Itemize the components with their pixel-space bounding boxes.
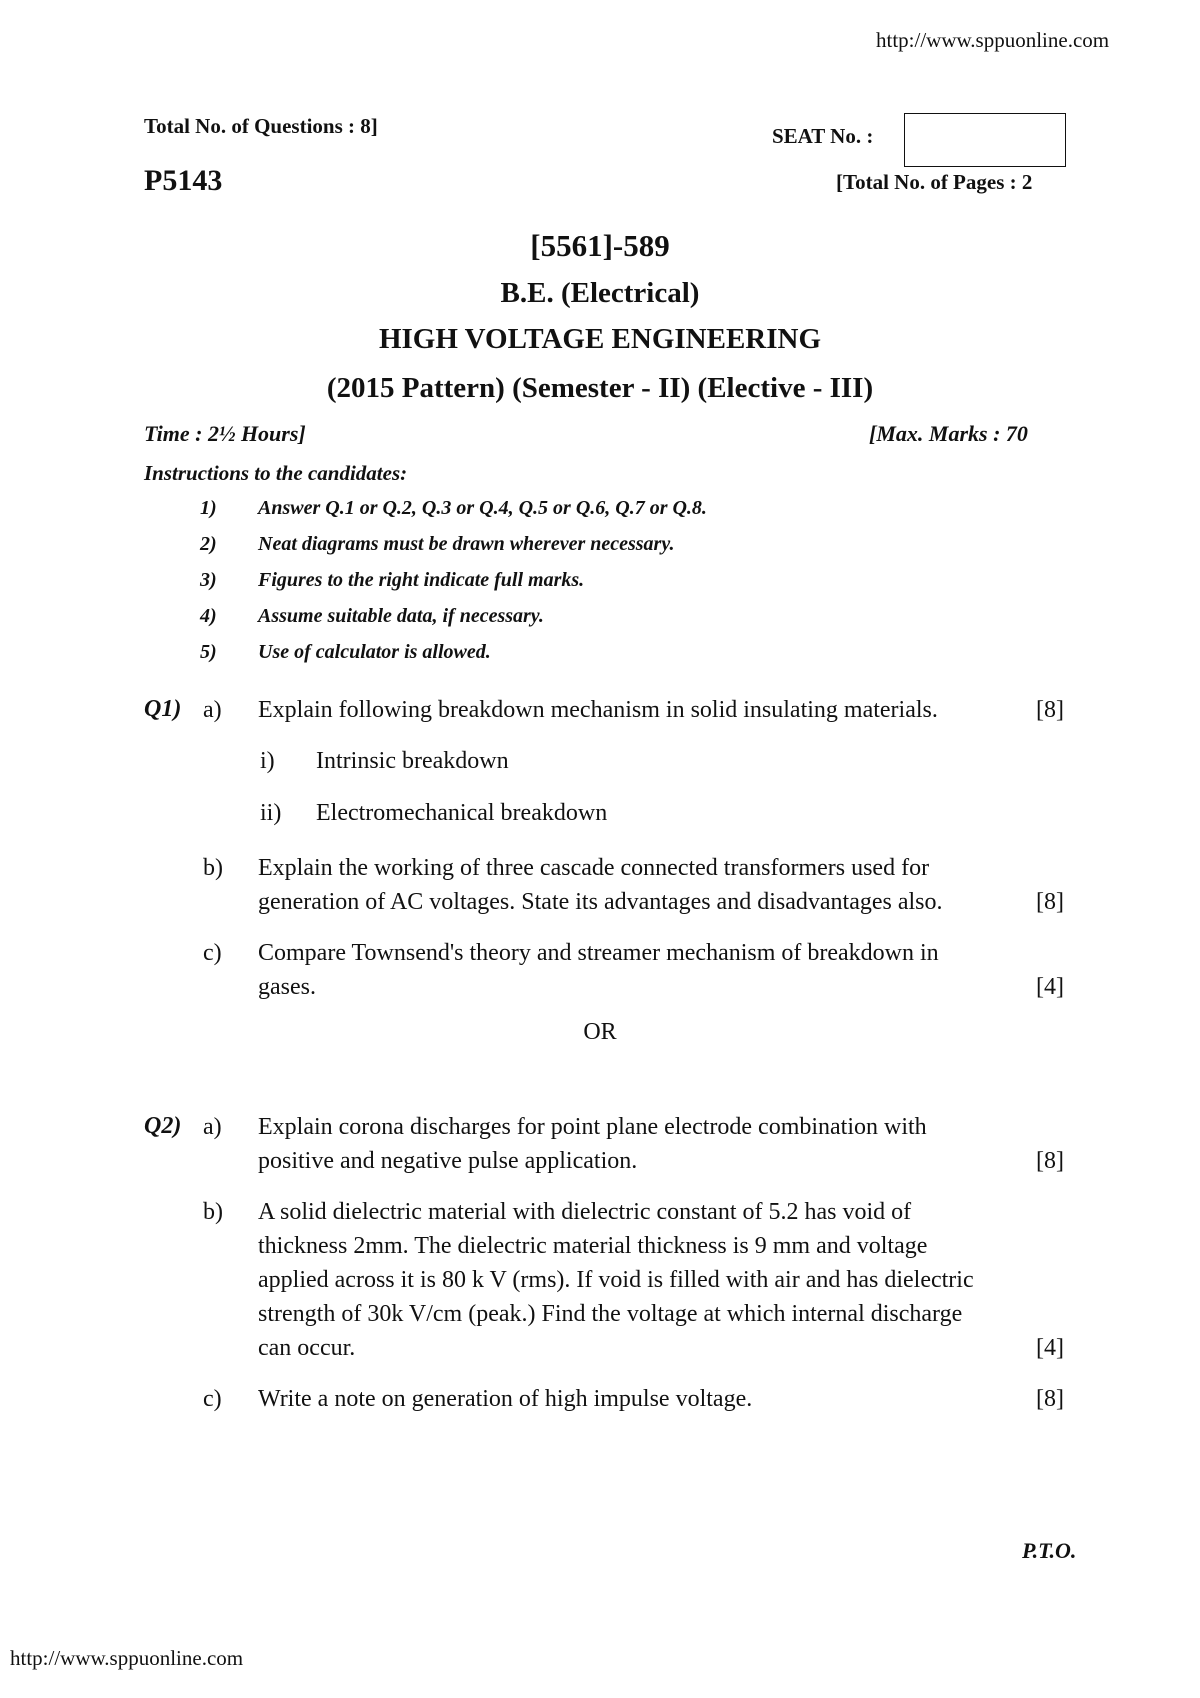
q1c-line2 (258, 970, 1064, 1004)
question-part-label: c) (203, 1386, 222, 1412)
instruction-number: 5) (200, 641, 217, 663)
instruction-number: 2) (200, 533, 217, 555)
marks: [8] (1036, 1386, 1064, 1412)
question-part-label: a) (203, 1114, 222, 1140)
total-questions: Total No. of Questions : 8] (144, 114, 378, 138)
instruction-text: Figures to the right indicate full marks. (258, 569, 585, 591)
q1c-statement-end: gases. (258, 974, 316, 1000)
marks: [8] (1036, 889, 1064, 915)
instruction-number: 4) (200, 605, 217, 627)
q2c-text (258, 1382, 1064, 1416)
instruction-text: Answer Q.1 or Q.2, Q.3 or Q.4, Q.5 or Q.6, Q.7 or Q.8. (258, 497, 707, 519)
pattern-semester: (2015 Pattern) (Semester - II) (Elective - III) (326, 372, 874, 404)
sub-part-number: ii) (260, 800, 282, 826)
question-part-label: c) (203, 940, 222, 966)
paper-title-code: [5561]-589 (530, 228, 670, 263)
q2c-statement: Write a note on generation of high impulse voltage. (258, 1386, 753, 1412)
q1b-line2 (258, 885, 1064, 919)
q2a-line2 (258, 1144, 1064, 1178)
instruction-number: 3) (200, 569, 217, 591)
subject-name: HIGH VOLTAGE ENGINEERING (378, 323, 822, 355)
course-name: B.E. (Electrical) (500, 277, 700, 309)
question-1-label: Q1) (144, 696, 182, 722)
q2b-line3: applied across it is 80 k V (rms). If void is filled with air and has dielectric (258, 1267, 974, 1293)
sub-part-number: i) (260, 748, 275, 774)
q2b-line2: thickness 2mm. The dielectric material thickness is 9 mm and voltage (258, 1233, 928, 1259)
max-marks: [Max. Marks : 70 (869, 421, 1028, 446)
marks: [4] (1036, 1335, 1064, 1361)
instructions-heading: Instructions to the candidates: (144, 461, 408, 485)
marks: [8] (1036, 1148, 1064, 1174)
q1a-statement: Explain following breakdown mechanism in solid insulating materials. (258, 697, 938, 723)
instruction-text: Use of calculator is allowed. (258, 641, 491, 663)
seat-number-label: SEAT No. : (772, 124, 874, 148)
q1a-text (258, 693, 1064, 727)
q1b-line1: Explain the working of three cascade connected transformers used for (258, 855, 930, 881)
q1c-line1: Compare Townsend's theory and streamer mechanism of breakdown in (258, 940, 939, 966)
instruction-number: 1) (200, 497, 217, 519)
sub-part-text: Electromechanical breakdown (316, 800, 608, 826)
q2a-statement-end: positive and negative pulse application. (258, 1148, 638, 1174)
q1b-statement-end: generation of AC voltages. State its advantages and disadvantages also. (258, 889, 943, 915)
paper-code: P5143 (144, 164, 223, 197)
question-part-label: a) (203, 697, 222, 723)
please-turn-over: P.T.O. (1022, 1538, 1077, 1563)
marks: [4] (1036, 974, 1064, 1000)
question-2-label: Q2) (144, 1113, 182, 1139)
q2b-statement-end: can occur. (258, 1335, 356, 1361)
or-separator: OR (583, 1019, 617, 1045)
q2b-line5 (258, 1331, 1064, 1365)
q2b-line1: A solid dielectric material with dielectric constant of 5.2 has void of (258, 1199, 912, 1225)
site-url-top: http://www.sppuonline.com (876, 28, 1110, 52)
q2a-line1: Explain corona discharges for point plane electrode combination with (258, 1114, 927, 1140)
seat-number-box (904, 113, 1066, 167)
sub-part-text: Intrinsic breakdown (316, 748, 509, 774)
question-part-label: b) (203, 855, 223, 881)
marks: [8] (1036, 697, 1064, 723)
exam-time: Time : 2½ Hours] (144, 421, 306, 446)
question-part-label: b) (203, 1199, 223, 1225)
q2b-line4: strength of 30k V/cm (peak.) Find the voltage at which internal discharge (258, 1301, 963, 1327)
site-url-bottom: http://www.sppuonline.com (10, 1646, 244, 1670)
instruction-text: Assume suitable data, if necessary. (258, 605, 544, 627)
total-pages: [Total No. of Pages : 2 (836, 170, 1033, 194)
instruction-text: Neat diagrams must be drawn wherever necessary. (258, 533, 675, 555)
